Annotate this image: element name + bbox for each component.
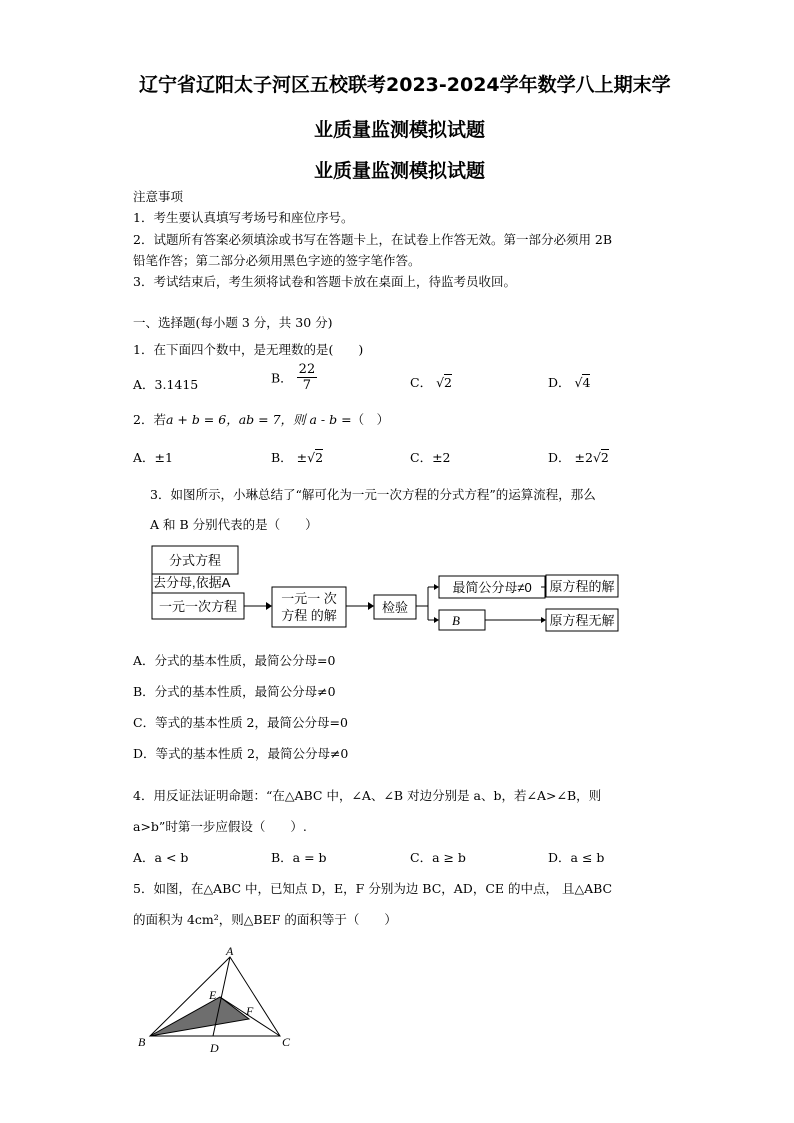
q4-option-a: A．a < b	[133, 850, 189, 865]
flow-arrowhead-4	[434, 617, 439, 623]
q4-option-b: B．a = b	[271, 850, 327, 865]
sqrt-radicand: 2	[600, 450, 609, 465]
notice-item-2: 2．试题所有答案必须填涂或书写在答题卡上，在试卷上作答无效。第一部分必须用 2B	[133, 232, 613, 247]
q2-stem-math: a + b = 6，ab = 7，则 a - b =	[165, 412, 352, 427]
flow-arrow-label: 去分母,依据A	[153, 575, 231, 590]
q3-option-c: C．等式的基本性质 2，最简公分母=0	[133, 715, 348, 730]
flow-box-no-solution-text: 原方程无解	[549, 613, 615, 628]
sqrt-radicand: 4	[582, 375, 591, 390]
flow-box-original-solution-text: 原方程的解	[549, 579, 615, 594]
fraction-denominator: 7	[302, 378, 312, 393]
sqrt-radicand: 2	[315, 450, 324, 465]
q2-option-d-pm: ±2	[574, 450, 593, 465]
q3-flowchart	[150, 545, 620, 635]
flow-box-denominator-nonzero-text: 最简公分母≠0	[452, 580, 532, 595]
flow-box-linear-equation-text: 一元一次方程	[158, 599, 238, 614]
q4-stem-2: a>b”时第一步应假设（ ）.	[133, 819, 307, 834]
flow-box-linear-solution-text-2: 方程 的解	[281, 608, 337, 623]
q5-triangle-figure	[133, 945, 303, 1060]
q3-option-b: B．分式的基本性质，最简公分母≠0	[133, 684, 336, 699]
q1-fraction	[297, 362, 318, 393]
q2-option-b	[271, 448, 323, 466]
q3-stem-2: A 和 B 分别代表的是（ ）	[150, 517, 318, 532]
label-a: A	[226, 945, 234, 958]
flow-arrowhead-1	[266, 602, 272, 610]
flow-arrowhead-2	[368, 602, 374, 610]
q2-option-c: C．±2	[410, 450, 451, 465]
flow-box-b	[439, 610, 485, 630]
label-c: C	[282, 1035, 291, 1049]
q1-stem: 1．在下面四个数中，是无理数的是( )	[133, 342, 364, 357]
q4-option-c: C．a ≥ b	[410, 850, 466, 865]
q1-option-d-label: D．	[548, 375, 571, 390]
sqrt-icon: √	[592, 450, 601, 465]
triangle-bef-shaded	[150, 997, 249, 1036]
q1-option-d	[548, 373, 590, 391]
title-line-1: 辽宁省辽阳太子河区五校联考2023-2024学年数学八上期末学	[139, 74, 671, 96]
q2-stem-pre: 2．若	[133, 412, 166, 427]
q4-stem-1: 4．用反证法证明命题：“在△ABC 中，∠A、∠B 对边分别是 a、b，若∠A>∠B，则	[133, 788, 602, 803]
flow-box-linear-solution-text-1: 一元一 次	[281, 591, 337, 606]
q1-option-a: A．3.1415	[133, 377, 199, 392]
q2-option-d	[548, 448, 609, 466]
q1-option-c-label: C．	[410, 375, 433, 390]
title-line-3: 业质量监测模拟试题	[314, 160, 486, 182]
q4-option-d: D．a ≤ b	[548, 850, 605, 865]
q3-stem-1: 3．如图所示，小琳总结了“解可化为一元一次方程的分式方程”的运算流程，那么	[150, 487, 596, 502]
q5-stem-2: 的面积为 4cm²，则△BEF 的面积等于（ ）	[133, 912, 397, 927]
q2-option-b-pm: ±	[296, 450, 308, 465]
label-e: E	[209, 988, 217, 1002]
title-line-2: 业质量监测模拟试题	[314, 119, 486, 141]
sqrt-icon: √	[307, 450, 316, 465]
flow-box-fractional-equation-text: 分式方程	[168, 553, 222, 568]
notice-heading: 注意事项	[133, 189, 184, 204]
flow-box-check-text: 检验	[381, 600, 409, 615]
flow-arrowhead-6	[541, 617, 546, 623]
label-d: D	[210, 1041, 219, 1055]
q1-option-b	[271, 362, 317, 393]
q3-option-a: A．分式的基本性质，最简公分母=0	[133, 653, 336, 668]
sqrt-icon: √	[574, 375, 583, 390]
q2-stem-post: （ ）	[351, 412, 390, 427]
q1-option-c	[410, 373, 452, 391]
notice-item-1: 1．考生要认真填写考场号和座位序号。	[133, 210, 354, 225]
notice-item-2-cont: 铅笔作答；第二部分必须用黑色字迹的签字笔作答。	[133, 253, 421, 268]
flow-arrowhead-3	[434, 584, 439, 590]
q2-option-b-label: B．	[271, 450, 293, 465]
q1-option-b-label: B．	[271, 370, 293, 386]
notice-item-3: 3．考试结束后，考生须将试卷和答题卡放在桌面上，待监考员收回。	[133, 274, 516, 289]
q3-option-d: D．等式的基本性质 2，最简公分母≠0	[133, 746, 349, 761]
q2-option-a: A．±1	[133, 450, 173, 465]
label-b: B	[138, 1035, 146, 1049]
q2-stem	[133, 410, 389, 428]
fraction-numerator: 22	[298, 362, 316, 377]
q2-option-d-label: D．	[548, 450, 571, 465]
sqrt-icon: √	[436, 375, 445, 390]
section-heading: 一、选择题(每小题 3 分，共 30 分)	[133, 315, 333, 330]
q5-stem-1: 5．如图，在△ABC 中，已知点 D，E，F 分别为边 BC，AD，CE 的中点， 且△ABC	[133, 881, 613, 896]
flow-box-b-text: B	[452, 613, 460, 628]
sqrt-radicand: 2	[444, 375, 452, 390]
label-f: F	[246, 1004, 254, 1018]
